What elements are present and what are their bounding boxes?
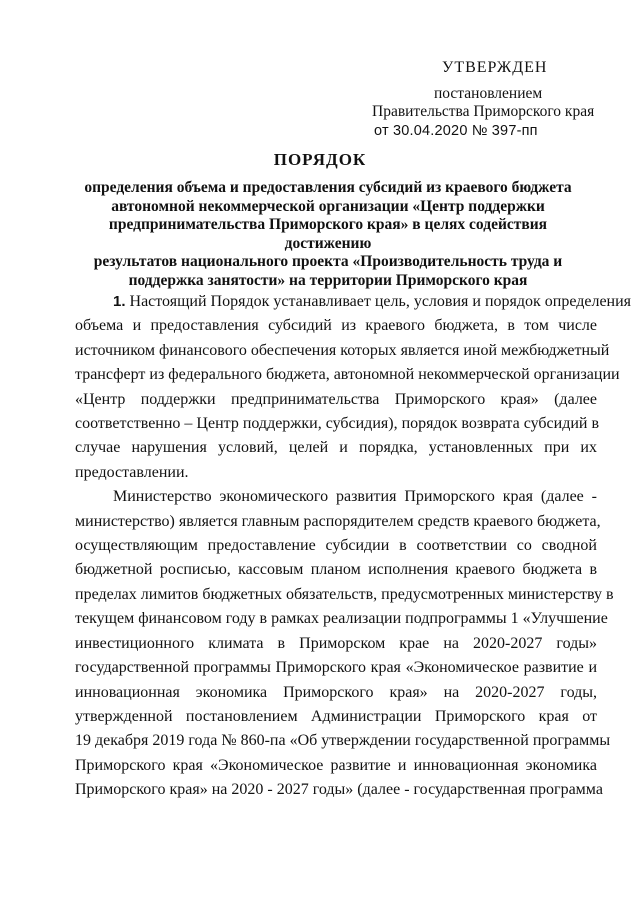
paragraph-line: пределах лимитов бюджетных обязательств, предусмотренных министерству в [75,585,614,603]
paragraph-line: государственной программы Приморского края «Экономическое развитие и [75,659,597,677]
paragraph-line: случае нарушения условий, целей и порядка, установленных при их [75,439,597,457]
paragraph-2 [75,485,614,802]
paragraph-line: бюджетной росписью, кассовым планом исполнения краевого бюджета в [75,561,597,579]
paragraph-line: источником финансового обеспечения которых является иной межбюджетный [75,341,610,359]
document-title: ПОРЯДОК [273,150,367,169]
paragraph-number: 1. [113,293,126,310]
paragraph-line: 1. Настоящий Порядок устанавливает цель, условия и порядок определения [113,293,632,310]
subtitle-line: предпринимательства Приморского края» в целях содействия достижению [108,216,548,252]
paragraph-line: 19 декабря 2019 года № 860-па «Об утверждении государственной программы [75,732,611,750]
paragraph-line: Приморского края» на 2020 - 2027 годы» (далее - государственная программа [75,781,603,799]
paragraph-line: инвестиционного климата в Приморском крае на 2020-2027 годы» [75,634,597,652]
document-subtitle [80,179,576,290]
subtitle-line: автономной некоммерческой организации «Центр поддержки [111,197,545,215]
paragraph-1 [75,290,632,485]
paragraph-line: инновационная экономика Приморского края» на 2020-2027 годы, [75,683,597,701]
paragraph-line: осуществляющим предоставление субсидии в соответствии со сводной [75,537,597,555]
paragraph-line: объема и предоставления субсидий из краевого бюджета, в том числе [75,317,597,335]
paragraph-line: соответственно – Центр поддержки, субсидия), порядок возврата субсидий в [75,415,600,433]
subtitle-line: определения объема и предоставления субсидий из краевого бюджета [84,179,572,196]
subtitle-line: поддержка занятости» на территории Приморского края [128,271,528,289]
paragraph-line: текущем финансовом году в рамках реализации подпрограммы 1 «Улучшение [75,610,608,628]
approval-resolution-label: постановлением [434,85,543,102]
paragraph-line: Министерство экономического развития Приморского края (далее - [113,488,597,506]
paragraph-line: трансферт из федерального бюджета, автономной некоммерческой организации [75,366,620,384]
paragraph-line: предоставлении. [75,463,189,481]
paragraph-line: министерство) является главным распорядителем средств краевого бюджета, [75,512,601,530]
approval-date-number: от 30.04.2020 № 397-пп [374,123,538,139]
document-body [75,290,632,803]
approval-title: УТВЕРЖДЕН [442,59,548,76]
paragraph-line: «Центр поддержки предпринимательства Приморского края» (далее [75,390,597,408]
approval-government-label: Правительства Приморского края [372,103,595,120]
paragraph-line: Приморского края «Экономическое развитие и инновационная экономика [75,756,597,774]
subtitle-line: результатов национального проекта «Производительность труда и [93,253,563,270]
paragraph-line: утвержденной постановлением Администрации Приморского края от [75,707,597,725]
